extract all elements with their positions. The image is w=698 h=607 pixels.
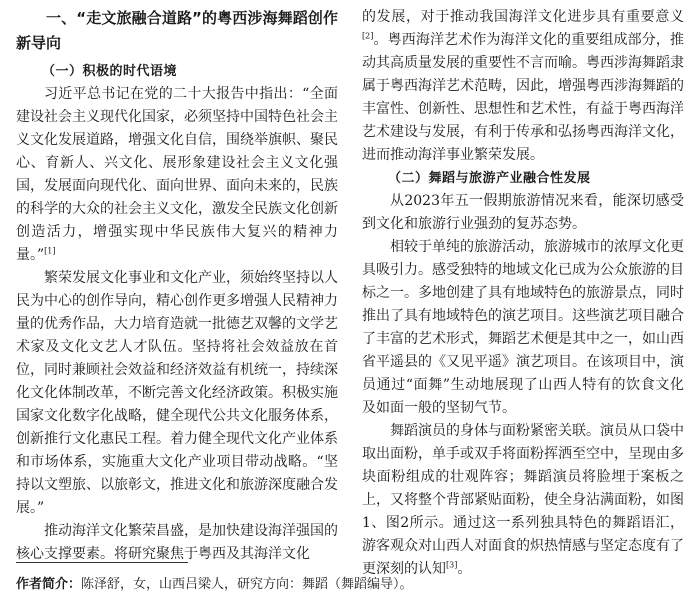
paragraph-end: 。 [457,561,472,577]
citation-marker: [1] [44,246,56,256]
citation-marker: [2] [362,31,374,41]
paragraph-text: 的发展，对于推动我国海洋文化进步具有重要意义 [362,9,684,25]
paragraph-text: 习近平总书记在党的二十大报告中指出：“全面建设社会主义现代化国家，必须坚持中国特色社会主义文化发展道路，增强文化自信，围绕举旗帜、聚民心、育新人、兴文化、展形象建设社会主义文化强国，发展面向现代化、面向世界、面向未来的，民族的科学的大众的社会主义文化，激发全民族文化创新创造活力，增强实现中华民族伟大复兴的精神力量。” [16,86,338,263]
paragraph-culture-industry [16,267,338,520]
subsection-heading-1: （一）积极的时代语境 [42,64,178,79]
paragraph-tourism-culture [362,236,684,420]
left-column [16,6,338,566]
paragraph-continuation [362,6,684,167]
paragraph-text: 推动海洋文化繁荣昌盛，是加快建设海洋强国的核心支撑要素。将研究聚焦于粤西及其海洋文化 [16,523,338,562]
paragraph-text: 相较于单纯的旅游活动，旅游城市的浓厚文化更具吸引力。感受独特的地域文化已成为公众旅游的目标之一。多地创建了具有地域特色的旅游景点，同时推出了具有地域特色的演艺项目。这些演艺项目融合了丰富的艺术形式，舞蹈艺术便是其中之一，如山西省平遥县的《又见平遥》演艺项目。在该项目中，演员通过“面舞”生动地展现了山西人特有的饮食文化及如面一般的坚韧气节。 [362,239,684,416]
paragraph-ocean-culture [16,520,338,566]
paragraph-text: 繁荣发展文化事业和文化产业，须始终坚持以人民为中心的创作导向，精心创作更多增强人民精神力量的优秀作品，大力培育造就一批德艺双馨的文学艺术家及文化文艺人才队伍。坚持将社会效益放在首位，同时兼顾社会效益和经济效益有机统一，持续深化文化体制改革，不断完善文化经济政策。积极实施国家文化数字化战略，健全现代公共文化服务体系，创新推行文化惠民工程。着力健全现代文化产业体系和市场体系，实施重大文化产业项目带动战略。“坚持以文塑旅、以旅彰文，推进文化和旅游深度融合发展。” [16,270,338,516]
section-heading: 一、“走文旅融合道路”的粤西涉海舞蹈创作新导向 [16,9,338,52]
subsection-heading-2: （二）舞蹈与旅游产业融合性发展 [388,171,591,186]
paragraph-text-rest: 。粤西海洋艺术作为海洋文化的重要组成部分，推动其高质量发展的重要性不言而喻。粤西涉海舞蹈隶属于粤西海洋艺术范畴，因此，增强粤西涉海舞蹈的丰富性、创新性、思想性和艺术性，有益于粤西海洋艺术建设与发展，有利于传承和弘扬粤西海洋文化，进而推动海洋事业繁荣发展。 [362,32,684,163]
paragraph-report-quote [16,83,338,267]
footnote-text: 陈泽舒，女，山西吕梁人，研究方向：舞蹈（舞蹈编导）。 [81,577,413,592]
author-footnote [16,576,413,594]
right-column [362,6,684,581]
citation-marker: [3] [446,560,458,570]
paragraph-may-day [362,190,684,236]
footnote-divider [16,562,188,563]
paragraph-text: 从2023年五一假期旅游情况来看，能深切感受到文化和旅游行业强劲的复苏态势。 [362,193,684,232]
footnote-label: 作者简介： [16,577,82,592]
paragraph-text: 舞蹈演员的身体与面粉紧密关联。演员从口袋中取出面粉，单手或双手将面粉挥洒至空中，呈现由多块面粉组成的壮观阵容；舞蹈演员将脸埋于案板之上，又将整个背部紧贴面粉，使全身沾满面粉，如图1、图2所示。通过这一系列独具特色的舞蹈语汇，游客观众对山西人对面食的炽热情感与坚定态度有了更深刻的认知 [362,423,684,577]
paragraph-dancer-flour [362,420,684,581]
